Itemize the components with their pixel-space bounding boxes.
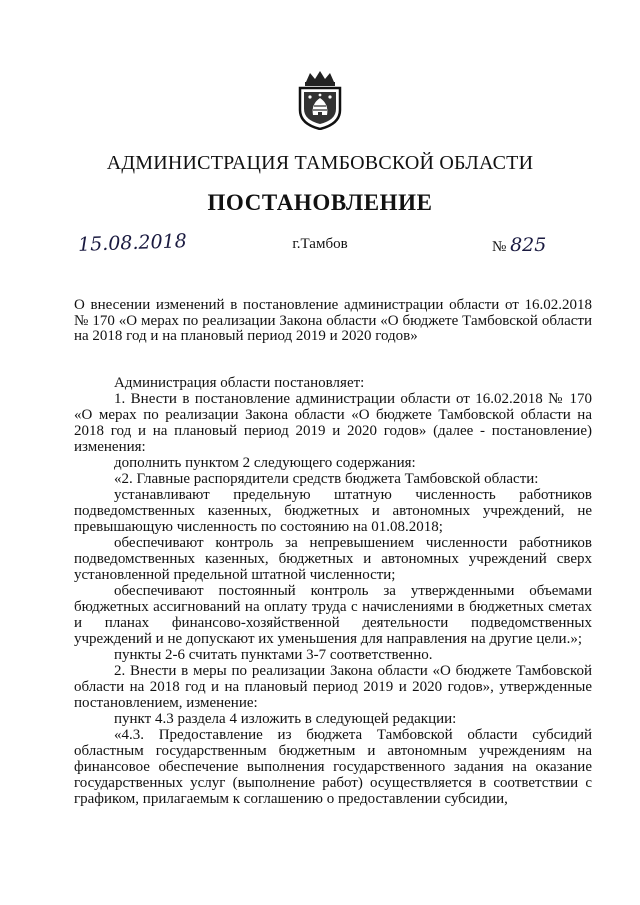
body-paragraph: Администрация области постановляет: bbox=[114, 375, 365, 391]
document-body bbox=[74, 375, 592, 807]
document-type-title: ПОСТАНОВЛЕНИЕ bbox=[207, 190, 433, 215]
body-paragraph: 1. Внести в постановление администрации области от 16.02.2018 № 170 «О мерах по реализации Закона области «О бюджете Тамбовской области на 2018 год и на плановый период 2019 и 2020 годов» (далее - постановление) изменения: bbox=[74, 391, 592, 455]
city-name: г.Тамбов bbox=[292, 236, 348, 252]
body-paragraph: дополнить пунктом 2 следующего содержания: bbox=[114, 455, 416, 471]
body-paragraph: обеспечивают постоянный контроль за утвержденными объемами бюджетных ассигнований на оплату труда с начислениями в бюджетных сметах и планах финансово-хозяйственной деятельности подведомственных учреждений и не допускают их уменьшения для направления на другие цели.»; bbox=[74, 583, 592, 647]
document-subject: О внесении изменений в постановление администрации области от 16.02.2018 № 170 «О мерах по реализации Закона области «О бюджете Тамбовской области на 2018 год и на плановый период 2019 и 2020 годов» bbox=[74, 297, 592, 345]
document-number bbox=[492, 234, 546, 256]
body-paragraph: «2. Главные распорядители средств бюджета Тамбовской области: bbox=[114, 471, 539, 487]
body-paragraph: пункт 4.3 раздела 4 изложить в следующей редакции: bbox=[114, 711, 457, 727]
coat-of-arms-emblem bbox=[296, 70, 344, 130]
handwritten-date: 15.08.2018 bbox=[77, 230, 188, 256]
body-paragraph: «4.3. Предоставление из бюджета Тамбовской области субсидий областным государственным бюджетным и автономным учреждениям на финансовое обеспечение выполнения государственного задания на оказание государственных услуг (выполнение работ) осуществляется в соответствии с графиком, прилагаемым к соглашению о предоставлении субсидии, bbox=[74, 727, 592, 807]
organization-name: АДМИНИСТРАЦИЯ ТАМБОВСКОЙ ОБЛАСТИ bbox=[106, 152, 534, 174]
body-paragraph: устанавливают предельную штатную численность работников подведомственных казенных, бюджетных и автономных учреждений, не превышающую численность по состоянию на 01.08.2018; bbox=[74, 487, 592, 535]
number-label: № bbox=[492, 239, 507, 255]
handwritten-number: 825 bbox=[510, 234, 547, 256]
body-paragraph: пункты 2-6 считать пунктами 3-7 соответственно. bbox=[114, 647, 433, 663]
body-paragraph: обеспечивают контроль за непревышением численности работников подведомственных казенных, бюджетных и автономных учреждений сверх установленной предельной штатной численности; bbox=[74, 535, 592, 583]
body-paragraph: 2. Внести в меры по реализации Закона области «О бюджете Тамбовской области на 2018 год и на плановый период 2019 и 2020 годов», утвержденные постановлением, изменение: bbox=[74, 663, 592, 711]
